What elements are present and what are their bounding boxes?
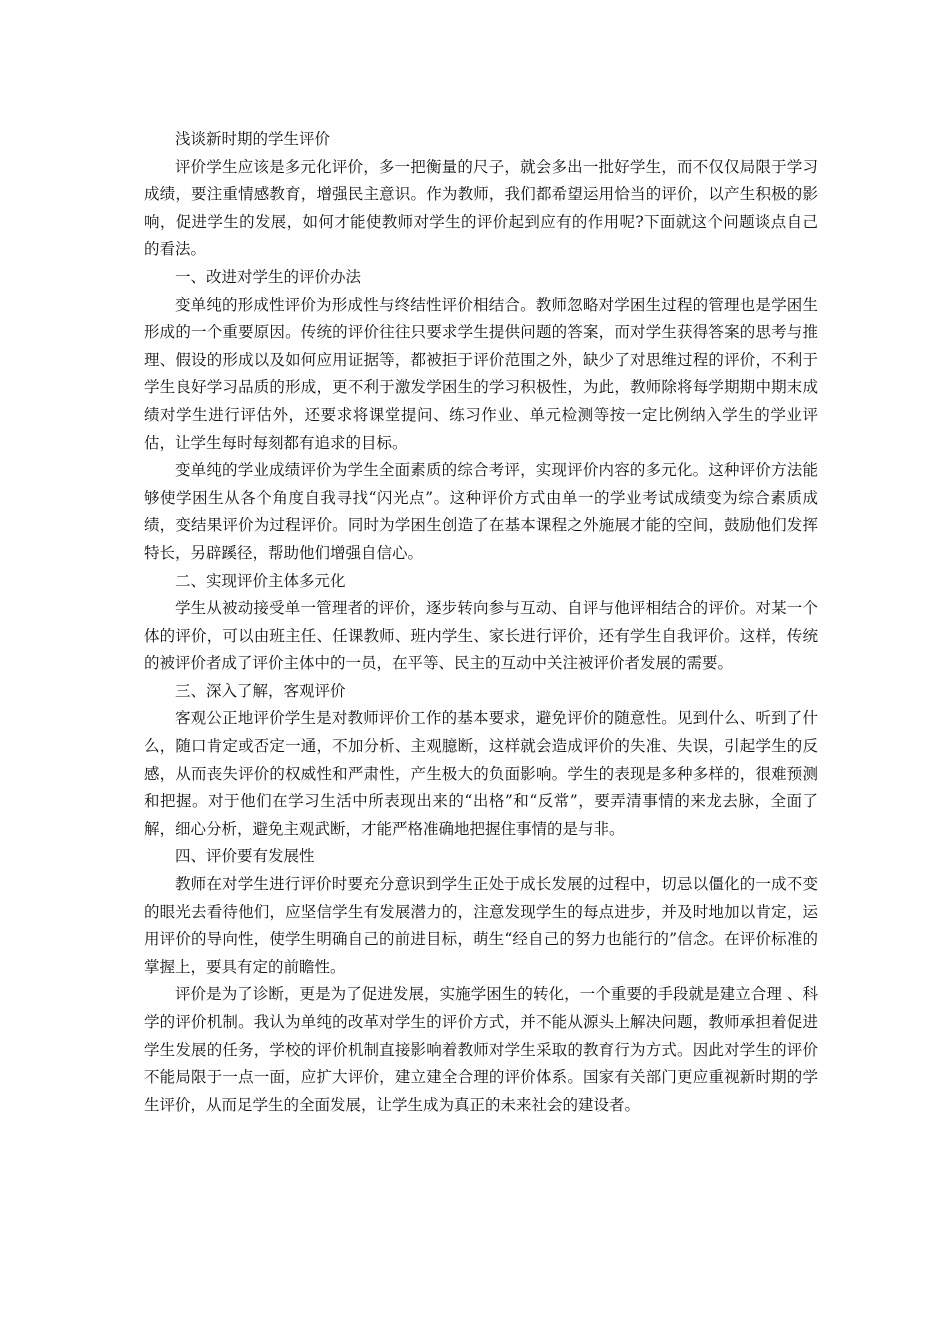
intro-paragraph: 评价学生应该是多元化评价，多一把衡量的尺子，就会多出一批好学生，而不仅仅局限于学习成绩，要注重情感教育，增强民主意识。作为教师，我们都希望运用恰当的评价，以产生积极的影响，促进学生的发展，如何才能使教师对学生的评价起到应有的作用呢?下面就这个问题谈点自己的看法。	[144, 157, 818, 259]
body-paragraph: 学生从被动接受单一管理者的评价，逐步转向参与互动、自评与他评相结合的评价。对某一个体的评价，可以由班主任、任课教师、班内学生、家长进行评价，还有学生自我评价。这样，传统的被评价者成了评价主体中的一员，在平等、民主的互动中关注被评价者发展的需要。	[144, 599, 818, 673]
document-page	[144, 126, 818, 1119]
body-paragraph: 教师在对学生进行评价时要充分意识到学生正处于成长发展的过程中，切忌以僵化的一成不变的眼光去看待他们，应坚信学生有发展潜力的，注意发现学生的每点进步，并及时地加以肯定，运用评价的导向性，使学生明确自己的前进目标，萌生“经自己的努力也能行的”信念。在评价标准的掌握上，要具有定的前瞻性。	[144, 875, 818, 976]
section-heading-3: 三、深入了解，客观评价	[175, 681, 346, 700]
body-paragraph: 评价是为了诊断，更是为了促进发展，实施学困生的转化，一个重要的手段就是建立合理 、科学的评价机制。我认为单纯的改革对学生的评价方式，并不能从源头上解决问题，教师承担着促进学生发展的任务，学校的评价机制直接影响着教师对学生采取的教育行为方式。因此对学生的评价不能局限于一点一面，应扩大评价，建立建全合理的评价体系。国家有关部门更应重视新时期的学生评价，从而足学生的全面发展，让学生成为真正的未来社会的建设者。	[144, 985, 818, 1114]
body-paragraph: 变单纯的学业成绩评价为学生全面素质的综合考评，实现评价内容的多元化。这种评价方法能够使学困生从各个角度自我寻找“闪光点”。这种评价方式由单一的学业考试成绩变为综合素质成绩，变结果评价为过程评价。同时为学困生创造了在基本课程之外施展才能的空间，鼓励他们发挥特长，另辟蹊径，帮助他们增强自信心。	[144, 461, 818, 562]
section-heading-1: 一、改进对学生的评价办法	[175, 267, 362, 286]
section-heading-4: 四、评价要有发展性	[175, 847, 315, 866]
body-paragraph: 客观公正地评价学生是对教师评价工作的基本要求，避免评价的随意性。见到什么、听到了什么，随口肯定或否定一通，不加分析、主观臆断，这样就会造成评价的失准、失误，引起学生的反感，从而丧失评价的权威性和严肃性，产生极大的负面影响。学生的表现是多种多样的，很难预测和把握。对于他们在学习生活中所表现出来的“出格”和“反常”，要弄清事情的来龙去脉，全面了解，细心分析，避免主观武断，才能严格准确地把握住事情的是与非。	[144, 709, 818, 838]
body-paragraph: 变单纯的形成性评价为形成性与终结性评价相结合。教师忽略对学困生过程的管理也是学困生形成的一个重要原因。传统的评价往往只要求学生提供问题的答案，而对学生获得答案的思考与推理、假设的形成以及如何应用证据等，都被拒于评价范围之外，缺少了对思维过程的评价，不利于学生良好学习品质的形成，更不利于激发学困生的学习积极性，为此，教师除将每学期期中期末成绩对学生进行评估外，还要求将课堂提问、练习作业、单元检测等按一定比例纳入学生的学业评估，让学生每时每刻都有追求的目标。	[144, 295, 818, 452]
document-title: 浅谈新时期的学生评价	[175, 130, 331, 148]
section-heading-2: 二、实现评价主体多元化	[175, 571, 346, 590]
